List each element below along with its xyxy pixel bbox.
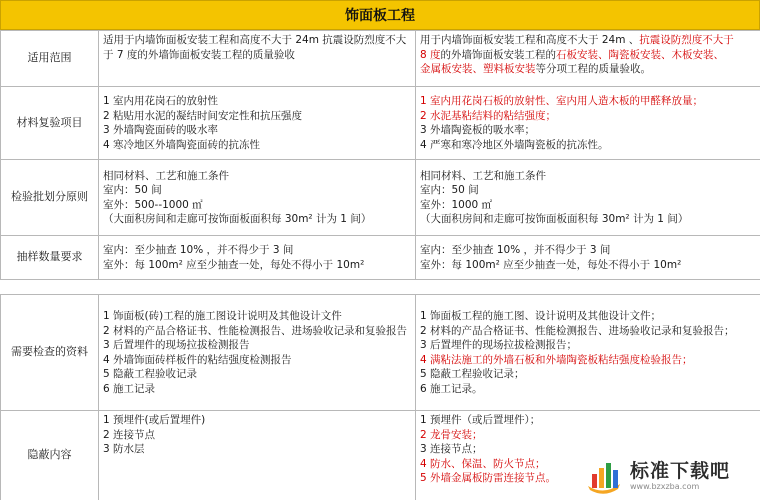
list-item: 3 外墙陶瓷板的吸水率；	[420, 124, 536, 136]
old-standard-cell	[99, 236, 416, 280]
new-standard-cell	[416, 295, 760, 411]
old-standard-cell	[99, 295, 416, 411]
new-standard-cell	[416, 87, 760, 160]
list-item: 室内：至少抽查 10% ，并不得少于 3 间	[103, 244, 294, 256]
list-item: 室外：每 100m² 应至少抽查一处，每处不得小于 10m²	[420, 258, 682, 271]
list-item: 室内：至少抽查 10% ，并不得少于 3 间	[420, 244, 611, 256]
row-label: 材料复验项目	[1, 87, 99, 160]
cell-text: 适用于内墙饰面板安装工程和高度不大于 24m 抗震设防烈度不大于 7 度的外墙饰面板安装工程的质量验收	[103, 34, 407, 61]
list-item: 3 外墙陶瓷面砖的吸水率	[103, 124, 219, 136]
cell-text: 等分项工程的质量验收。	[535, 63, 651, 75]
old-standard-cell	[99, 160, 416, 236]
comparison-table-top	[0, 30, 760, 280]
list-item: 3 连接节点；	[420, 443, 483, 455]
changed-item: 2 水泥基粘结料的粘结强度；	[420, 109, 557, 122]
site-watermark	[578, 452, 760, 500]
table-row-sampling	[1, 236, 760, 280]
list-item: 1 饰面板(砖)工程的施工图设计说明及其他设计文件	[103, 310, 342, 322]
table-row-documents	[1, 295, 760, 411]
changed-text: 8 度	[420, 48, 441, 61]
list-item: 5 隐蔽工程验收记录；	[420, 368, 525, 380]
changed-item: 4 防水、保温、防火节点；	[420, 457, 546, 470]
new-standard-cell	[416, 160, 760, 236]
list-item: 相同材料、工艺和施工条件	[103, 169, 229, 182]
table-row-material-retest	[1, 87, 760, 160]
table-row-scope	[1, 31, 760, 87]
cell-text: 用于内墙饰面板安装工程和高度不大于 24m 、	[420, 34, 640, 46]
list-item: （大面积房间和走廊可按饰面板面积每 30m² 计为 1 间）	[420, 213, 689, 225]
changed-text: 金属板安装、塑料板安装	[420, 63, 536, 75]
list-item: 2 材料的产品合格证书、性能检测报告、进场验收记录和复验报告	[103, 324, 408, 337]
watermark-url: www.bzxzba.com	[630, 482, 700, 491]
old-standard-cell	[99, 87, 416, 160]
old-standard-cell	[99, 31, 416, 87]
list-item: 室内：50 间	[420, 184, 479, 196]
changed-item: 2 龙骨安装；	[420, 428, 483, 441]
changed-text: 石板安装、陶瓷板安装、木板安装、	[556, 48, 725, 61]
page-title: 饰面板工程	[0, 0, 760, 30]
list-item: 4 严寒和寒冷地区外墙陶瓷板的抗冻性。	[420, 138, 609, 151]
row-label: 隐蔽内容	[1, 411, 99, 500]
table-row-batch-division	[1, 160, 760, 236]
list-item: 2 连接节点	[103, 428, 156, 441]
new-standard-cell	[416, 31, 760, 87]
changed-item: 1 室内用花岗石板的放射性、室内用人造木板的甲醛释放量；	[420, 95, 704, 107]
list-item: 1 预埋件(或后置埋件)	[103, 414, 206, 426]
list-item: 室外：500--1000 ㎡	[103, 198, 203, 211]
cell-text: 的外墙饰面板安装工程的	[440, 48, 557, 61]
list-item: 4 外墙饰面砖样板件的粘结强度检测报告	[103, 353, 292, 366]
list-item: 相同材料、工艺和施工条件	[420, 169, 546, 182]
changed-item: 5 外墙金属板防雷连接节点。	[420, 472, 557, 484]
changed-item: 4 满粘法施工的外墙石板和外墙陶瓷板粘结强度检验报告；	[420, 353, 693, 366]
list-item: 5 隐蔽工程验收记录	[103, 368, 198, 380]
row-label: 需要检查的资料	[1, 295, 99, 411]
row-label: 抽样数量要求	[1, 236, 99, 280]
list-item: 2 材料的产品合格证书、性能检测报告、进场验收记录和复验报告；	[420, 324, 735, 337]
list-item: 3 后置埋件的现场拉拔检测报告；	[420, 339, 578, 351]
list-item: 室外：1000 ㎡	[420, 198, 493, 211]
list-item: 室内：50 间	[103, 184, 162, 196]
bar-chart-logo-icon	[584, 456, 624, 496]
list-item: 3 防水层	[103, 443, 145, 455]
list-item: 室外：每 100m² 应至少抽查一处，每处不得小于 10m²	[103, 258, 365, 271]
list-item: 3 后置埋件的现场拉拔检测报告	[103, 339, 250, 351]
row-label: 适用范围	[1, 31, 99, 87]
old-standard-cell	[99, 411, 416, 500]
watermark-name: 标准下载吧	[630, 460, 731, 482]
new-standard-cell	[416, 236, 760, 280]
changed-text: 抗震设防烈度不大于	[639, 34, 734, 46]
list-item: 1 预埋件（或后置埋件）；	[420, 414, 541, 426]
list-item: 2 粘贴用水泥的凝结时间安定性和抗压强度	[103, 109, 303, 122]
list-item: 1 饰面板工程的施工图、设计说明及其他设计文件；	[420, 310, 662, 322]
list-item: 6 施工记录	[103, 382, 156, 395]
list-item: 4 寒冷地区外墙陶瓷面砖的抗冻性	[103, 138, 261, 151]
list-item: 1 室内用花岗石的放射性	[103, 95, 219, 107]
row-label: 检验批划分原则	[1, 160, 99, 236]
list-item: （大面积房间和走廊可按饰面板面积每 30m² 计为 1 间）	[103, 213, 372, 225]
list-item: 6 施工记录。	[420, 382, 483, 395]
